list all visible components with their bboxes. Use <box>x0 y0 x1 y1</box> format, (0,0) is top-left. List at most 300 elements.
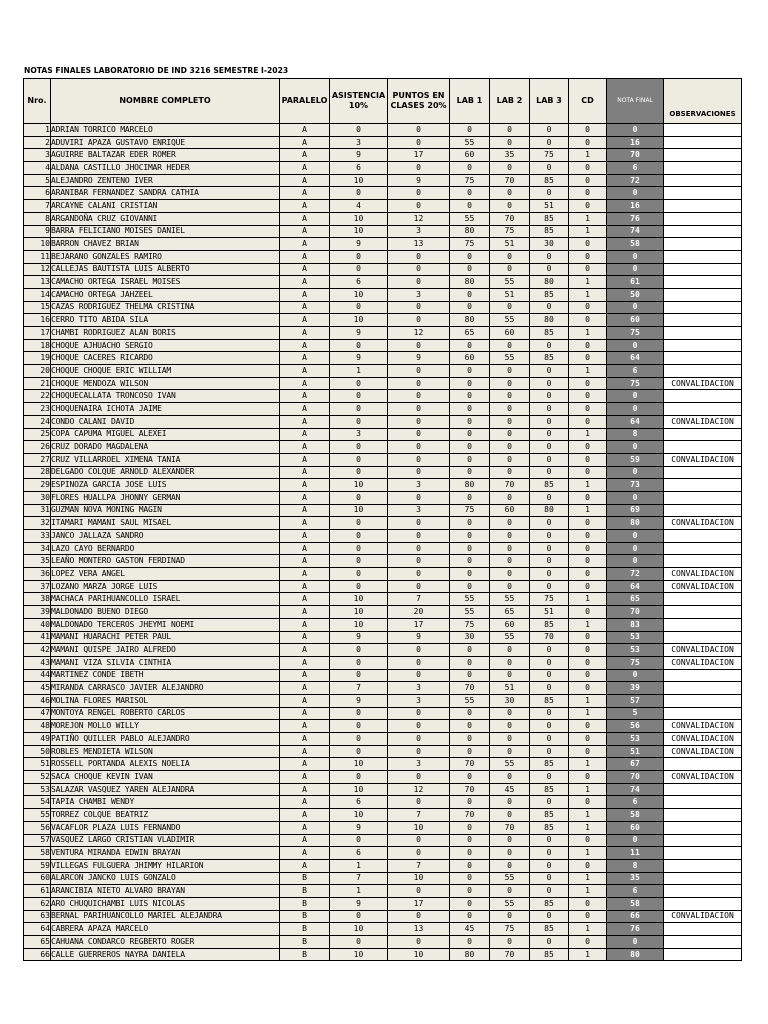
cell-observaciones <box>664 809 742 822</box>
cell-puntos: 0 <box>388 124 450 137</box>
cell-cd: 1 <box>569 618 607 631</box>
cell-paralelo: A <box>280 720 330 733</box>
cell-nota-final: 6 <box>607 162 664 175</box>
cell-cd: 1 <box>569 327 607 340</box>
cell-cd: 0 <box>569 187 607 200</box>
cell-lab3: 0 <box>530 542 569 555</box>
cell-lab1: 0 <box>450 859 490 872</box>
cell-paralelo: A <box>280 593 330 606</box>
cell-asistencia: 0 <box>330 517 388 530</box>
cell-observaciones <box>664 162 742 175</box>
cell-paralelo: A <box>280 694 330 707</box>
cell-cd: 0 <box>569 415 607 428</box>
cell-cd: 0 <box>569 517 607 530</box>
cell-asistencia: 7 <box>330 872 388 885</box>
cell-asistencia: 0 <box>330 745 388 758</box>
table-row <box>24 327 742 340</box>
cell-puntos: 10 <box>388 872 450 885</box>
cell-asistencia: 0 <box>330 555 388 568</box>
cell-cd: 1 <box>569 809 607 822</box>
cell-lab1: 0 <box>450 466 490 479</box>
table-row <box>24 365 742 378</box>
cell-nota-final: 58 <box>607 897 664 910</box>
cell-nota-final: 64 <box>607 352 664 365</box>
cell-nota-final: 56 <box>607 720 664 733</box>
cell-puntos: 0 <box>388 339 450 352</box>
table-row <box>24 910 742 923</box>
cell-nombre: BARRON CHAVEZ BRIAN <box>51 238 280 251</box>
cell-lab3: 85 <box>530 948 569 961</box>
cell-paralelo: A <box>280 327 330 340</box>
cell-paralelo: A <box>280 656 330 669</box>
cell-lab2: 55 <box>490 872 530 885</box>
cell-lab2: 70 <box>490 948 530 961</box>
cell-asistencia: 0 <box>330 568 388 581</box>
cell-lab3: 0 <box>530 377 569 390</box>
cell-lab3: 70 <box>530 631 569 644</box>
cell-observaciones <box>664 631 742 644</box>
cell-lab1: 0 <box>450 453 490 466</box>
cell-nota-final: 70 <box>607 606 664 619</box>
cell-asistencia: 0 <box>330 263 388 276</box>
cell-nota-final: 0 <box>607 339 664 352</box>
cell-lab2: 0 <box>490 453 530 466</box>
cell-observaciones <box>664 187 742 200</box>
cell-nombre: CRUZ VILLARROEL XIMENA TANIA <box>51 453 280 466</box>
cell-puntos: 7 <box>388 859 450 872</box>
cell-nro: 60 <box>24 872 51 885</box>
cell-lab1: 80 <box>450 948 490 961</box>
cell-paralelo: A <box>280 644 330 657</box>
cell-lab1: 0 <box>450 910 490 923</box>
cell-lab1: 80 <box>450 276 490 289</box>
table-row <box>24 314 742 327</box>
cell-lab2: 51 <box>490 238 530 251</box>
cell-lab1: 0 <box>450 301 490 314</box>
cell-nombre: CABRERA APAZA MARCELO <box>51 923 280 936</box>
cell-asistencia: 0 <box>330 441 388 454</box>
cell-lab2: 0 <box>490 885 530 898</box>
cell-paralelo: A <box>280 758 330 771</box>
cell-lab3: 85 <box>530 288 569 301</box>
table-row <box>24 593 742 606</box>
cell-lab2: 60 <box>490 327 530 340</box>
cell-lab1: 75 <box>450 174 490 187</box>
cell-lab3: 0 <box>530 301 569 314</box>
cell-cd: 0 <box>569 568 607 581</box>
cell-asistencia: 0 <box>330 644 388 657</box>
cell-lab1: 0 <box>450 707 490 720</box>
cell-asistencia: 10 <box>330 758 388 771</box>
cell-cd: 0 <box>569 263 607 276</box>
cell-observaciones <box>664 314 742 327</box>
cell-lab2: 0 <box>490 301 530 314</box>
table-row <box>24 491 742 504</box>
cell-lab2: 0 <box>490 796 530 809</box>
cell-asistencia: 0 <box>330 580 388 593</box>
cell-lab1: 0 <box>450 428 490 441</box>
cell-puntos: 17 <box>388 149 450 162</box>
cell-lab3: 0 <box>530 669 569 682</box>
cell-lab2: 60 <box>490 618 530 631</box>
cell-cd: 1 <box>569 885 607 898</box>
cell-puntos: 0 <box>388 745 450 758</box>
cell-nro: 31 <box>24 504 51 517</box>
cell-puntos: 0 <box>388 415 450 428</box>
cell-nro: 55 <box>24 809 51 822</box>
cell-nota-final: 58 <box>607 238 664 251</box>
cell-observaciones <box>664 872 742 885</box>
cell-nro: 16 <box>24 314 51 327</box>
cell-nombre: ESPINOZA GARCIA JOSE LUIS <box>51 479 280 492</box>
cell-nota-final: 50 <box>607 288 664 301</box>
cell-puntos: 0 <box>388 530 450 543</box>
cell-paralelo: A <box>280 631 330 644</box>
cell-lab2: 0 <box>490 568 530 581</box>
cell-nro: 59 <box>24 859 51 872</box>
cell-cd: 1 <box>569 504 607 517</box>
cell-observaciones <box>664 542 742 555</box>
cell-cd: 0 <box>569 352 607 365</box>
cell-asistencia: 6 <box>330 796 388 809</box>
cell-nombre: SACA CHOQUE KEVIN IVAN <box>51 771 280 784</box>
cell-lab3: 0 <box>530 580 569 593</box>
cell-asistencia: 0 <box>330 453 388 466</box>
cell-lab2: 70 <box>490 821 530 834</box>
cell-observaciones <box>664 847 742 860</box>
header-lab2: LAB 2 <box>490 79 530 124</box>
cell-observaciones <box>664 948 742 961</box>
cell-lab1: 0 <box>450 733 490 746</box>
cell-lab2: 65 <box>490 606 530 619</box>
cell-lab1: 60 <box>450 149 490 162</box>
cell-observaciones: CONVALIDACION <box>664 656 742 669</box>
cell-paralelo: A <box>280 250 330 263</box>
cell-lab1: 65 <box>450 327 490 340</box>
cell-nota-final: 0 <box>607 555 664 568</box>
cell-lab3: 0 <box>530 720 569 733</box>
cell-asistencia: 6 <box>330 847 388 860</box>
cell-lab2: 0 <box>490 580 530 593</box>
cell-observaciones <box>664 936 742 949</box>
cell-paralelo: A <box>280 428 330 441</box>
cell-paralelo: A <box>280 847 330 860</box>
cell-lab2: 70 <box>490 479 530 492</box>
cell-lab3: 85 <box>530 758 569 771</box>
cell-nombre: CHOQUENAIRA ICHOTA JAIME <box>51 403 280 416</box>
cell-lab2: 0 <box>490 466 530 479</box>
cell-cd: 0 <box>569 796 607 809</box>
cell-puntos: 0 <box>388 377 450 390</box>
cell-paralelo: A <box>280 809 330 822</box>
cell-paralelo: B <box>280 897 330 910</box>
cell-observaciones <box>664 923 742 936</box>
cell-nota-final: 59 <box>607 453 664 466</box>
grades-body <box>24 124 742 961</box>
cell-nro: 21 <box>24 377 51 390</box>
cell-lab3: 0 <box>530 339 569 352</box>
cell-nota-final: 51 <box>607 745 664 758</box>
cell-puntos: 9 <box>388 174 450 187</box>
cell-lab2: 0 <box>490 745 530 758</box>
cell-puntos: 0 <box>388 441 450 454</box>
cell-nombre: ADRIAN TORRICO MARCELO <box>51 124 280 137</box>
table-row <box>24 796 742 809</box>
cell-cd: 0 <box>569 491 607 504</box>
cell-cd: 1 <box>569 821 607 834</box>
header-row <box>24 79 742 124</box>
cell-nota-final: 53 <box>607 733 664 746</box>
cell-nombre: MAMANI VIZA SILVIA CINTHIA <box>51 656 280 669</box>
cell-lab3: 0 <box>530 859 569 872</box>
cell-asistencia: 10 <box>330 809 388 822</box>
cell-puntos: 3 <box>388 288 450 301</box>
cell-observaciones <box>664 212 742 225</box>
cell-nro: 20 <box>24 365 51 378</box>
cell-cd: 0 <box>569 453 607 466</box>
cell-paralelo: A <box>280 187 330 200</box>
cell-lab3: 0 <box>530 187 569 200</box>
cell-cd: 1 <box>569 707 607 720</box>
table-row <box>24 352 742 365</box>
table-row <box>24 580 742 593</box>
cell-cd: 0 <box>569 174 607 187</box>
cell-nota-final: 60 <box>607 821 664 834</box>
cell-lab3: 51 <box>530 200 569 213</box>
cell-asistencia: 0 <box>330 301 388 314</box>
cell-lab3: 0 <box>530 733 569 746</box>
cell-lab1: 70 <box>450 783 490 796</box>
cell-lab2: 75 <box>490 923 530 936</box>
cell-puntos: 12 <box>388 327 450 340</box>
cell-paralelo: A <box>280 390 330 403</box>
cell-observaciones <box>664 834 742 847</box>
cell-nombre: ARO CHUQUICHAMBI LUIS NICOLAS <box>51 897 280 910</box>
cell-nombre: LOPEZ VERA ANGEL <box>51 568 280 581</box>
cell-asistencia: 0 <box>330 339 388 352</box>
cell-lab2: 0 <box>490 263 530 276</box>
cell-cd: 1 <box>569 365 607 378</box>
header-nro: Nro. <box>24 79 51 124</box>
cell-observaciones <box>664 821 742 834</box>
table-row <box>24 174 742 187</box>
cell-nota-final: 69 <box>607 504 664 517</box>
cell-nota-final: 70 <box>607 771 664 784</box>
cell-paralelo: A <box>280 238 330 251</box>
cell-observaciones: CONVALIDACION <box>664 415 742 428</box>
cell-puntos: 0 <box>388 263 450 276</box>
cell-nombre: CHOQUE MENDOZA WILSON <box>51 377 280 390</box>
cell-nota-final: 75 <box>607 656 664 669</box>
cell-puntos: 0 <box>388 187 450 200</box>
table-row <box>24 707 742 720</box>
cell-nro: 36 <box>24 568 51 581</box>
header-asistencia: ASISTENCIA 10% <box>330 79 388 124</box>
cell-nota-final: 5 <box>607 707 664 720</box>
cell-paralelo: A <box>280 288 330 301</box>
cell-asistencia: 10 <box>330 314 388 327</box>
cell-nota-final: 70 <box>607 149 664 162</box>
table-row <box>24 656 742 669</box>
cell-observaciones <box>664 707 742 720</box>
cell-nombre: MIRANDA CARRASCO JAVIER ALEJANDRO <box>51 682 280 695</box>
cell-paralelo: A <box>280 339 330 352</box>
cell-nombre: COPA CAPUMA MIGUEL ALEXEI <box>51 428 280 441</box>
cell-lab1: 60 <box>450 352 490 365</box>
cell-lab1: 75 <box>450 504 490 517</box>
header-lab1: LAB 1 <box>450 79 490 124</box>
table-row <box>24 517 742 530</box>
table-row <box>24 821 742 834</box>
cell-lab1: 80 <box>450 314 490 327</box>
cell-nro: 56 <box>24 821 51 834</box>
cell-lab2: 55 <box>490 314 530 327</box>
cell-nro: 29 <box>24 479 51 492</box>
cell-asistencia: 0 <box>330 733 388 746</box>
cell-nombre: VENTURA MIRANDA EDWIN BRAYAN <box>51 847 280 860</box>
cell-lab3: 80 <box>530 314 569 327</box>
cell-nombre: BARRA FELICIANO MOISES DANIEL <box>51 225 280 238</box>
table-row <box>24 923 742 936</box>
cell-asistencia: 6 <box>330 162 388 175</box>
cell-nro: 58 <box>24 847 51 860</box>
cell-lab3: 0 <box>530 136 569 149</box>
cell-lab1: 0 <box>450 720 490 733</box>
cell-observaciones <box>664 618 742 631</box>
cell-paralelo: A <box>280 568 330 581</box>
cell-puntos: 0 <box>388 834 450 847</box>
cell-nombre: MARTINEZ CONDE IBETH <box>51 669 280 682</box>
table-row <box>24 745 742 758</box>
cell-nombre: MOLINA FLORES MARISOL <box>51 694 280 707</box>
cell-lab2: 0 <box>490 491 530 504</box>
cell-nota-final: 0 <box>607 250 664 263</box>
cell-asistencia: 0 <box>330 910 388 923</box>
cell-nro: 5 <box>24 174 51 187</box>
cell-nro: 2 <box>24 136 51 149</box>
cell-paralelo: A <box>280 491 330 504</box>
table-row <box>24 694 742 707</box>
cell-lab1: 0 <box>450 530 490 543</box>
cell-lab3: 0 <box>530 568 569 581</box>
cell-cd: 0 <box>569 631 607 644</box>
cell-paralelo: A <box>280 403 330 416</box>
cell-lab2: 0 <box>490 542 530 555</box>
cell-cd: 0 <box>569 441 607 454</box>
cell-observaciones: CONVALIDACION <box>664 771 742 784</box>
cell-lab2: 55 <box>490 758 530 771</box>
cell-puntos: 0 <box>388 669 450 682</box>
cell-observaciones <box>664 682 742 695</box>
cell-paralelo: A <box>280 682 330 695</box>
cell-observaciones <box>664 885 742 898</box>
cell-asistencia: 10 <box>330 606 388 619</box>
table-row <box>24 568 742 581</box>
cell-nro: 63 <box>24 910 51 923</box>
cell-lab2: 0 <box>490 390 530 403</box>
cell-nombre: PATIÑO QUILLER PABLO ALEJANDRO <box>51 733 280 746</box>
cell-puntos: 0 <box>388 885 450 898</box>
cell-nota-final: 16 <box>607 136 664 149</box>
cell-paralelo: A <box>280 200 330 213</box>
cell-nombre: MACHACA PARIHUANCOLLO ISRAEL <box>51 593 280 606</box>
cell-asistencia: 9 <box>330 238 388 251</box>
cell-asistencia: 0 <box>330 936 388 949</box>
table-row <box>24 897 742 910</box>
cell-observaciones <box>664 758 742 771</box>
cell-asistencia: 0 <box>330 466 388 479</box>
cell-puntos: 0 <box>388 644 450 657</box>
cell-puntos: 0 <box>388 555 450 568</box>
cell-paralelo: A <box>280 796 330 809</box>
cell-nro: 38 <box>24 593 51 606</box>
cell-observaciones <box>664 694 742 707</box>
cell-nombre: ADUVIRI APAZA GUSTAVO ENRIQUE <box>51 136 280 149</box>
cell-cd: 0 <box>569 377 607 390</box>
cell-observaciones <box>664 491 742 504</box>
cell-puntos: 0 <box>388 720 450 733</box>
cell-observaciones <box>664 796 742 809</box>
cell-asistencia: 0 <box>330 491 388 504</box>
cell-nro: 45 <box>24 682 51 695</box>
cell-asistencia: 9 <box>330 897 388 910</box>
cell-lab3: 85 <box>530 897 569 910</box>
cell-observaciones <box>664 555 742 568</box>
cell-lab3: 0 <box>530 644 569 657</box>
cell-lab1: 75 <box>450 238 490 251</box>
cell-lab3: 85 <box>530 809 569 822</box>
cell-lab3: 0 <box>530 466 569 479</box>
table-row <box>24 162 742 175</box>
cell-asistencia: 4 <box>330 200 388 213</box>
cell-lab2: 0 <box>490 377 530 390</box>
cell-asistencia: 10 <box>330 212 388 225</box>
cell-nro: 52 <box>24 771 51 784</box>
cell-nombre: SALAZAR VASQUEZ YAREN ALEJANDRA <box>51 783 280 796</box>
cell-paralelo: A <box>280 834 330 847</box>
cell-observaciones: CONVALIDACION <box>664 733 742 746</box>
cell-asistencia: 10 <box>330 948 388 961</box>
cell-nota-final: 53 <box>607 644 664 657</box>
cell-cd: 0 <box>569 238 607 251</box>
cell-cd: 0 <box>569 466 607 479</box>
cell-cd: 0 <box>569 314 607 327</box>
cell-asistencia: 3 <box>330 136 388 149</box>
cell-lab3: 0 <box>530 555 569 568</box>
cell-nro: 61 <box>24 885 51 898</box>
cell-puntos: 0 <box>388 200 450 213</box>
cell-lab1: 0 <box>450 669 490 682</box>
cell-nombre: MAMANI HUARACHI PETER PAUL <box>51 631 280 644</box>
cell-nombre: LAZO CAYO BERNARDO <box>51 542 280 555</box>
cell-nro: 14 <box>24 288 51 301</box>
cell-paralelo: A <box>280 314 330 327</box>
cell-nro: 37 <box>24 580 51 593</box>
cell-lab3: 0 <box>530 517 569 530</box>
cell-nro: 7 <box>24 200 51 213</box>
cell-observaciones <box>664 479 742 492</box>
cell-lab2: 0 <box>490 733 530 746</box>
cell-nombre: LEAÑO MONTERO GASTON FERDINAD <box>51 555 280 568</box>
cell-lab2: 0 <box>490 555 530 568</box>
cell-paralelo: B <box>280 885 330 898</box>
cell-asistencia: 1 <box>330 885 388 898</box>
table-row <box>24 847 742 860</box>
cell-paralelo: A <box>280 771 330 784</box>
cell-puntos: 0 <box>388 542 450 555</box>
cell-cd: 1 <box>569 694 607 707</box>
cell-cd: 0 <box>569 162 607 175</box>
